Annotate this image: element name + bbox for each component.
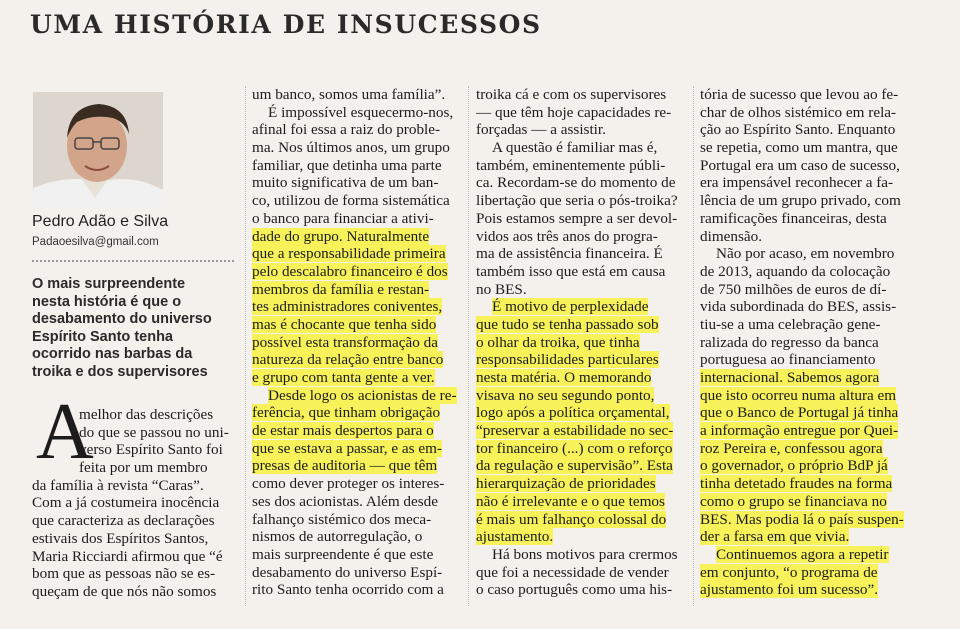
highlight-mark: natureza da relação entre banco [252, 351, 444, 369]
drop-cap: A [36, 388, 94, 476]
article-line [476, 334, 688, 352]
headline: UMA HISTÓRIA DE INSUCESSOS [30, 10, 542, 39]
article-line [476, 387, 688, 405]
article-line [252, 281, 460, 299]
divider [32, 260, 234, 262]
article-line: que foi a necessidade de vender [476, 563, 669, 581]
article-line [700, 493, 910, 511]
highlight-mark: ajustamento. [476, 528, 554, 546]
highlight-mark: não é irrelevante e o que temos [476, 492, 665, 510]
column-divider [693, 86, 694, 606]
article-line: se repetia, como um mantra, que [700, 139, 898, 157]
article-line: feita por um membro [79, 459, 208, 477]
highlight-mark: responsabilidades particulares [476, 351, 659, 369]
article-line: A questão é familiar mas é, [492, 139, 658, 157]
highlight-mark: dade do grupo. Naturalmente [252, 227, 430, 245]
highlight-mark: o governador, o próprio BdP já [700, 457, 888, 475]
article-line [252, 422, 460, 440]
article-line [476, 404, 688, 422]
article-line: no BES. [476, 280, 527, 298]
article-line: do que se passou no uni- [79, 423, 229, 441]
lead-quote [32, 276, 237, 382]
highlight-mark: presas de auditoria — que têm [252, 457, 438, 475]
article-line: char de olhos sistémico em rela- [700, 103, 897, 121]
article-line: estivais dos Espíritos Santos, [32, 529, 209, 547]
highlight-mark: ajustamento foi um sucesso”. [700, 581, 878, 599]
article-column-2 [252, 86, 460, 599]
article-line [700, 581, 910, 599]
article-line: ção ao Espírito Santo. Enquanto [700, 121, 896, 139]
article-line [252, 404, 460, 422]
article-line: lência de um grupo privado, com [700, 192, 901, 210]
article-line: verso Espírito Santo foi [79, 441, 223, 459]
lead-line: troika e dos supervisores [32, 363, 208, 380]
highlight-mark: possível esta transformação da [252, 333, 438, 351]
highlight-mark: “preservar a estabilidade no sec- [476, 422, 674, 440]
highlight-mark: membros da família e restan- [252, 280, 430, 298]
highlight-mark: visava no seu segundo ponto, [476, 386, 655, 404]
article-line [700, 457, 910, 475]
highlight-mark: que o Banco de Portugal já tinha [700, 404, 899, 422]
highlight-mark: pelo descalabro financeiro é dos [252, 262, 448, 280]
highlight-mark: de estar mais despertos para o [252, 422, 434, 440]
article-line: tória de sucesso que levou ao fe- [700, 86, 899, 103]
highlight-mark: que isto ocorreu numa altura em [700, 386, 897, 404]
article-line: tiu-se a uma celebração gene- [700, 315, 881, 333]
article-line [252, 387, 460, 405]
article-line [700, 422, 910, 440]
column-divider [245, 86, 246, 606]
article-line: falhanço sistémico dos meca- [252, 510, 432, 528]
column-divider [468, 86, 469, 606]
article-line: troika cá e com os supervisores [476, 86, 667, 103]
article-line: ma de assistência financeira. É [476, 245, 663, 263]
highlight-mark: BES. Mas podia lá o país suspen- [700, 510, 904, 528]
highlight-mark: o olhar da troika, que tinha [476, 333, 640, 351]
article-line: desabamento do universo Espí- [252, 563, 443, 581]
article-line [476, 316, 688, 334]
author-photo [33, 92, 163, 208]
article-line [252, 369, 460, 387]
article-line [476, 351, 688, 369]
lead-line: nesta história é que o [32, 293, 182, 310]
article-line [476, 475, 688, 493]
lead-line: O mais surpreendente [32, 276, 186, 292]
article-line: que caracteriza as declarações [32, 512, 215, 530]
article-line: rito Santo tenha ocorrido com a [252, 581, 444, 599]
article-line: ma. Nos últimos anos, um grupo [252, 139, 450, 157]
highlight-mark: a informação entregue por Quei- [700, 422, 899, 440]
article-line [476, 457, 688, 475]
highlight-mark: ferência, que tinham obrigação [252, 404, 441, 422]
article-line [700, 475, 910, 493]
article-line [252, 440, 460, 458]
article-line: ses dos acionistas. Além desde [252, 492, 439, 510]
highlight-mark: Continuemos agora a repetir [716, 545, 889, 563]
article-line: muito significativa de um ban- [252, 174, 439, 192]
article-column-1 [32, 388, 240, 601]
article-line [252, 457, 460, 475]
lead-line: Espírito Santo tenha [32, 328, 173, 345]
article-line [700, 546, 910, 564]
article-line: melhor das descrições [79, 406, 214, 423]
highlight-mark: que a responsabilidade primeira [252, 245, 446, 263]
highlight-mark: da regulação e supervisão”. Esta [476, 457, 673, 475]
article-line: da família à revista “Caras”. [32, 476, 204, 494]
highlight-mark: roz Pereira e, confessou agora [700, 439, 883, 457]
article-line [252, 228, 460, 246]
highlight-mark: e grupo com tanta gente a ver. [252, 369, 435, 386]
highlight-mark: tor financeiro (...) com o reforço [476, 439, 673, 457]
highlight-mark: como o grupo se financiava no [700, 492, 887, 510]
article-line [700, 564, 910, 582]
highlight-mark: Desde logo os acionistas de re- [268, 386, 457, 404]
article-line: de 2013, aquando da colocação [700, 262, 891, 280]
article-line [700, 369, 910, 387]
article-line: vida subordinada do BES, assis- [700, 298, 897, 316]
article-line: familiar, que detinha uma parte [252, 156, 442, 174]
highlight-mark: tinha detetado fraudes na forma [700, 475, 893, 493]
article-line [252, 245, 460, 263]
article-line: queçam de que nós não somos [32, 582, 217, 600]
article-line [476, 440, 688, 458]
article-line [252, 263, 460, 281]
article-line [700, 387, 910, 405]
article-line [252, 351, 460, 369]
article-line: Maria Ricciardi afirmou que “é [32, 547, 223, 565]
article-line [252, 298, 460, 316]
article-line: também isso que está em causa [476, 262, 666, 280]
article-line: vidos aos três anos do progra- [476, 227, 658, 245]
article-line: Com a já costumeira inocência [32, 494, 220, 512]
article-line: ca. Recordam-se do momento de [476, 174, 676, 192]
highlight-mark: que se estava a passar, e as em- [252, 439, 442, 457]
article-column-4 [700, 86, 910, 599]
article-line: nismos de autorregulação, o [252, 528, 423, 546]
article-line: ramificações financeiras, desta [700, 209, 887, 227]
article-line: o banco para financiar a ativi- [252, 209, 434, 227]
article-line: É impossível esquecermo-nos, [268, 103, 454, 121]
article-line [476, 298, 688, 316]
highlight-mark: der a farsa em que vivia. [700, 528, 850, 546]
author-email: Padaoesilva@gmail.com [32, 236, 159, 248]
article-line: dimensão. [700, 227, 763, 245]
article-line: bom que as pessoas não se es- [32, 565, 216, 583]
highlight-mark: hierarquização de prioridades [476, 475, 656, 493]
article-line: portuguesa ao financiamento [700, 351, 876, 369]
highlight-mark: que tudo se tenha passado sob [476, 315, 659, 333]
highlight-mark: É motivo de perplexidade [492, 298, 649, 316]
article-line: um banco, somos uma família”. [252, 86, 446, 103]
article-line: forçadas — a assistir. [476, 121, 606, 139]
article-line: Pois estamos sempre a ser devol- [476, 209, 678, 227]
article-line [476, 511, 688, 529]
article-line: de 750 milhões de euros de dí- [700, 280, 887, 298]
lead-line: ocorrido nas barbas da [32, 346, 193, 363]
article-line: o caso português como uma his- [476, 581, 673, 599]
author-name: Pedro Adão e Silva [32, 213, 169, 230]
article-line [700, 404, 910, 422]
article-line [476, 422, 688, 440]
highlight-mark: internacional. Sabemos agora [700, 369, 880, 386]
highlight-mark: nesta matéria. O memorando [476, 369, 652, 386]
article-line [252, 334, 460, 352]
article-line: libertação que seria o pós-troika? [476, 192, 678, 210]
highlight-mark: é mais um falhanço colossal do [476, 510, 667, 528]
article-line [476, 528, 688, 546]
article-line: era impensável reconhecer a fa- [700, 174, 894, 192]
article-line [700, 511, 910, 529]
article-line: como dever proteger os interes- [252, 475, 445, 493]
article-line: Portugal era um caso de sucesso, [700, 156, 900, 174]
article-line: ralizada do regresso da banca [700, 333, 879, 351]
article-line: Não por acaso, em novembro [716, 245, 895, 263]
lead-line: desabamento do universo [32, 311, 212, 328]
article-line: Há bons motivos para crermos [492, 545, 678, 563]
highlight-mark: em conjunto, “o programa de [700, 563, 878, 581]
article-line [700, 528, 910, 546]
highlight-mark: tes administradores coniventes, [252, 298, 443, 316]
article-line: mais surpreendente é que este [252, 545, 434, 563]
article-line [700, 440, 910, 458]
highlight-mark: mas é chocante que tenha sido [252, 315, 437, 333]
article-line: também, eminentemente públi- [476, 156, 666, 174]
article-column-3 [476, 86, 688, 599]
article-line: co, utilizou de forma sistemática [252, 192, 450, 210]
article-line [252, 316, 460, 334]
article-line [476, 369, 688, 387]
highlight-mark: logo após a política orçamental, [476, 404, 670, 422]
article-line: afinal foi essa a raiz do proble- [252, 121, 441, 139]
article-line [476, 493, 688, 511]
article-line: — que têm hoje capacidades re- [476, 103, 672, 121]
